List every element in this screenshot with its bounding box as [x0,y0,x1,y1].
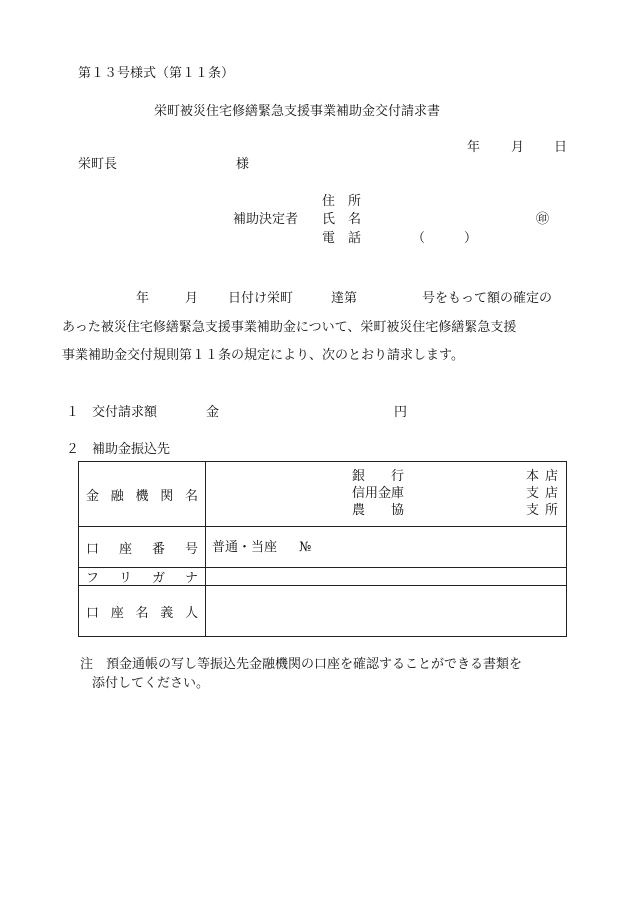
body-month-label: 月 [185,291,199,306]
label-char: 名 [184,488,198,504]
note-line1: 預金通帳の写し等振込先金融機関の口座を確認することができる書類を [106,657,523,672]
table-row-account-number [79,527,566,568]
table-row-account-holder [79,586,566,636]
label-char: リ [118,571,132,586]
account-number-label [86,538,198,557]
item1-label: 交付請求額 [92,405,158,420]
account-type-options: 普通・当座 [212,540,278,555]
seal-mark: ㊞ [536,212,550,227]
table-row-furigana [79,568,566,586]
label-char: 融 [110,488,124,504]
branch-type-head-office: 本店 [526,469,565,484]
table-row-institution [79,462,566,527]
label-char: 金 [86,488,100,504]
label-char: 口 [86,605,100,621]
label-char: 義 [160,605,174,621]
institution-label [86,485,198,504]
body-line2: あった被災住宅修繕緊急支援事業補助金について、栄町被災住宅修繕緊急支援 [62,320,517,335]
date-day-label: 日 [554,140,568,155]
date-year-label: 年 [467,140,481,155]
branch-type-sub-branch: 支所 [526,503,565,518]
note-line2: 添付してください。 [92,676,210,691]
furigana-label-cell [79,568,205,585]
label-char: ガ [151,571,165,586]
furigana-label [86,567,198,586]
label-char: 関 [160,488,174,504]
account-holder-label-cell [79,586,205,636]
item2-label: 補助金振込先 [92,442,171,457]
label-char: 座 [118,541,132,557]
form-title: 栄町被災住宅修繕緊急支援事業補助金交付請求書 [154,104,441,119]
form-number: 第１３号様式（第１１条） [78,66,235,81]
account-holder-label [86,602,198,621]
phone-paren-open: （ [412,231,426,246]
label-char: 口 [86,541,100,557]
body-tatsu-label: 達第 [331,291,358,306]
institution-label-cell [79,462,205,526]
label-char: 人 [184,605,198,621]
body-line1-rest: 号をもって額の確定の [422,291,553,306]
note-mark: 注 [80,657,94,672]
item1-kin: 金 [206,405,220,420]
item1-yen: 円 [394,405,408,420]
branch-type-branch: 支店 [526,486,565,501]
label-char: 号 [184,541,198,557]
date-month-label: 月 [511,140,525,155]
name-label: 氏 名 [322,212,362,227]
addressee-name: 栄町長 [78,157,118,172]
account-no-mark: № [299,540,312,555]
bank-type-agri-coop: 農 協 [352,503,405,518]
account-number-label-cell [79,527,205,567]
item1-number: １ [66,405,80,420]
bank-type-credit-union: 信用金庫 [352,486,405,501]
label-char: 番 [151,541,165,557]
phone-label: 電 話 [322,231,362,246]
label-char: 機 [135,488,149,504]
applicant-role-label: 補助決定者 [233,212,299,227]
bank-type-bank: 銀 行 [352,469,405,484]
body-line3: 事業補助金交付規則第１１条の規定により、次のとおり請求します。 [62,348,464,363]
phone-paren-close: ） [464,231,478,246]
address-label: 住 所 [322,194,362,209]
label-char: 名 [135,605,149,621]
body-year-label: 年 [136,291,150,306]
item2-number: ２ [66,442,80,457]
label-char: フ [86,571,100,586]
body-date-suffix: 日付け栄町 [228,291,294,306]
addressee-honorific: 様 [236,157,250,172]
label-char: 座 [110,605,124,621]
bank-transfer-table [78,461,567,637]
label-char: ナ [184,571,198,586]
